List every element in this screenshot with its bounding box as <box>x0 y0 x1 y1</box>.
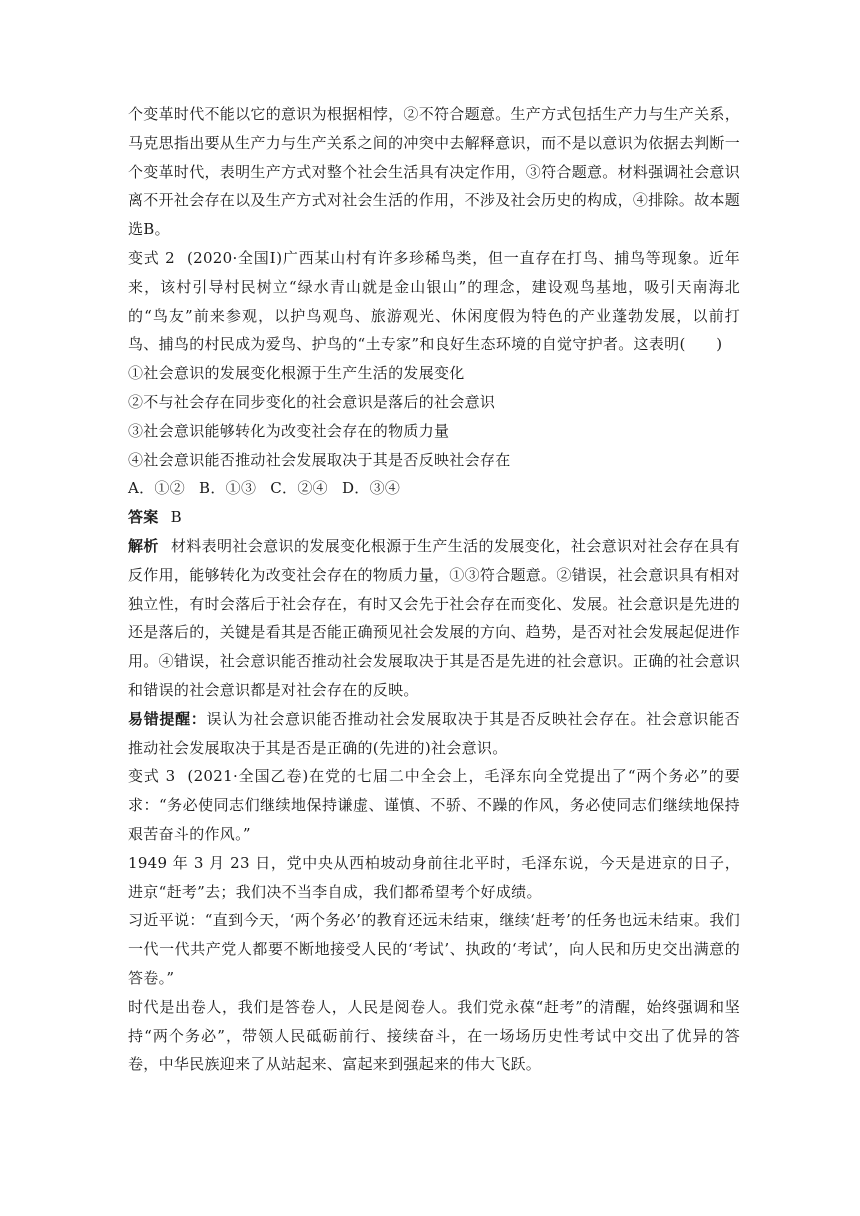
variant-2-text: (2020·全国Ⅰ)广西某山村有许多珍稀鸟类，但一直存在打鸟、捕鸟等现象。近年来，该村引导村民树立“绿水青山就是金山银山”的理念，建设观鸟基地，吸引天南海北的“鸟友”前来参观，以护鸟观鸟、旅游观光、休闲度假为特色的产业蓬勃发展，以前打鸟、捕鸟的村民成为爱鸟、护鸟的“土专家”和良好生态环境的自觉守护者。这表明( ) <box>128 248 740 354</box>
answer-value: B <box>170 508 182 527</box>
option-c: C．②④ <box>270 479 328 498</box>
document-body <box>128 100 740 1079</box>
variant-3-text: (2021·全国乙卷)在党的七届二中全会上，毛泽东向全党提出了“两个务必”的要求：“务必使同志们继续地保持谦虚、谨慎、不骄、不躁的作风，务必使同志们继续地保持艰苦奋斗的作风。” <box>128 767 741 843</box>
error-tip-label: 易错提醒： <box>128 709 207 728</box>
material-paragraph-1949: 1949 年 3 月 23 日，党中央从西柏坡动身前往北平时，毛泽东说，今天是进京的日子，进京“赶考”去；我们决不当李自成，我们都希望考个好成绩。 <box>128 853 740 901</box>
analysis-continuation-paragraph: 个变革时代不能以它的意识为根据相悖，②不符合题意。生产方式包括生产力与生产关系，马克思指出要从生产力与生产关系之间的冲突中去解释意识，而不是以意识为依据去判断一个变革时代，表明生产方式对整个社会生活具有决定作用，③符合题意。材料强调社会意识离不开社会存在以及生产方式对社会生活的作用，不涉及社会历史的构成，④排除。故本题选B。 <box>128 105 741 239</box>
analysis-paragraph <box>128 532 740 705</box>
answer-options <box>128 474 740 503</box>
question-variant-2 <box>128 244 740 359</box>
option-d: D．③④ <box>341 479 401 498</box>
option-a: A．①② <box>128 479 186 498</box>
material-paragraph-era: 时代是出卷人，我们是答卷人，人民是阅卷人。我们党永葆“赶考”的清醒，始终强调和坚持“两个务必”，带领人民砥砺前行、接续奋斗，在一场场历史性考试中交出了优异的答卷，中华民族迎来了从站起来、富起来到强起来的伟大飞跃。 <box>128 997 740 1074</box>
question-variant-3 <box>128 762 740 848</box>
choice-item-4: ④社会意识能否推动社会发展取决于其是否反映社会存在 <box>128 450 511 469</box>
analysis-text: 材料表明社会意识的发展变化根源于生产生活的发展变化，社会意识对社会存在具有反作用，能够转化为改变社会存在的物质力量，①③符合题意。②错误，社会意识具有相对独立性，有时会落后于社会存在，有时又会先于社会存在而变化、发展。社会意识是先进的还是落后的，关键是看其是否能正确预见社会发展的方向、趋势，是否对社会发展起促进作用。④错误，社会意识能否推动社会发展取决于其是否是先进的社会意识。正确的社会意识和错误的社会意识都是对社会存在的反映。 <box>128 536 741 699</box>
error-tip-paragraph <box>128 705 740 763</box>
error-tip-text: 误认为社会意识能否推动社会发展取决于其是否反映社会存在。社会意识能否推动社会发展取决于其是否是正确的(先进的)社会意识。 <box>128 709 740 757</box>
answer-label: 答案 <box>128 508 159 527</box>
choice-item-3: ③社会意识能够转化为改变社会存在的物质力量 <box>128 421 450 440</box>
material-paragraph-xi: 习近平说：“直到今天，‘两个务必’的教育还远未结束，继续‘赶考’的任务也远未结束。我们一代一代共产党人都要不断地接受人民的‘考试’、执政的‘考试’，向人民和历史交出满意的答卷。” <box>128 911 740 987</box>
choice-item-1: ①社会意识的发展变化根源于生产生活的发展变化 <box>128 364 465 383</box>
variant-3-label: 变式 3 <box>128 767 176 786</box>
answer-line <box>128 503 740 532</box>
option-b: B．①③ <box>199 479 257 498</box>
analysis-label: 解析 <box>128 536 159 555</box>
choice-item-2: ②不与社会存在同步变化的社会意识是落后的社会意识 <box>128 392 496 411</box>
variant-2-label: 变式 2 <box>128 248 175 267</box>
